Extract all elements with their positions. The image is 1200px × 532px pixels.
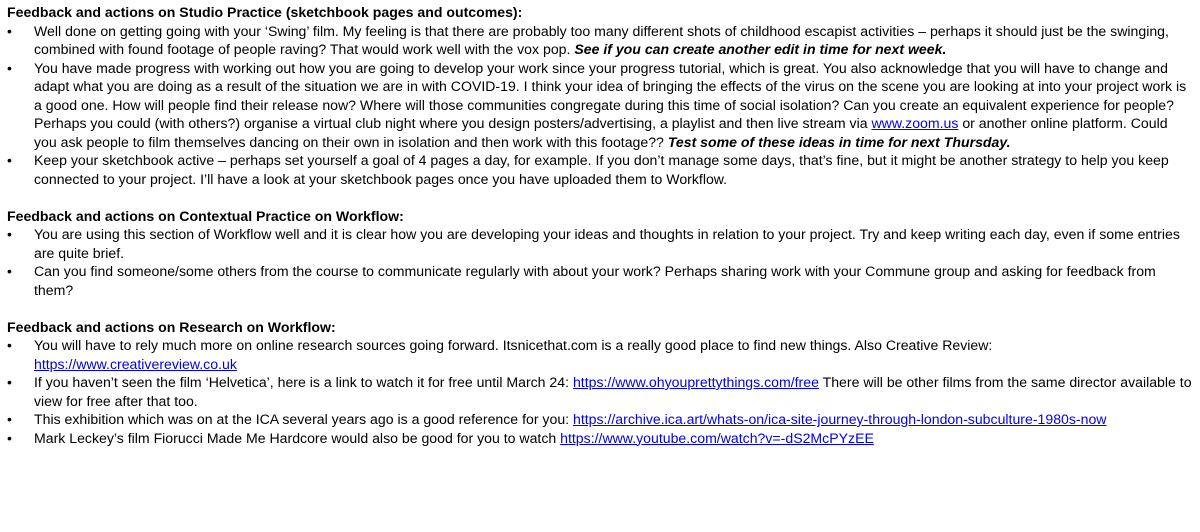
item-text: Keep your sketchbook active – perhaps set yourself a goal of 4 pages a day, for example. If you don’t manage some days, that’s fine, but it might be another strategy to help you keep connected to your project. I’ll have a look at your sketchbook pages once you have uploaded them to Workflow. (34, 152, 1169, 187)
zoom-link[interactable]: www.zoom.us (871, 115, 959, 131)
action-emphasis: Test some of these ideas in time for next Thursday. (667, 133, 1011, 150)
list-item (7, 410, 1192, 429)
item-text: or another online platform. Could you ask people to film themselves dancing on their own in isolation and then work with this footage?? (34, 115, 1168, 150)
list-item (7, 336, 1192, 373)
studio-practice-section (7, 3, 1192, 188)
list-item (7, 151, 1192, 188)
list-item (7, 225, 1192, 262)
youtube-film-link[interactable]: https://www.youtube.com/watch?v=-dS2McPYzEE (560, 429, 874, 446)
action-emphasis: See if you can create another edit in time for next week. (574, 41, 947, 57)
contextual-practice-list (7, 225, 1192, 299)
item-text: Well done on getting going with your ‘Swing’ film. My feeling is that there are probably too many different shots of childhood escapist activities – perhaps it should just be the swinging, combined with found footage of people raving? That would work well with the vox pop. (34, 22, 1169, 57)
studio-practice-list (7, 22, 1192, 189)
item-text: There will be other films from the same director available to view for free after that too. (34, 374, 1192, 409)
research-list (7, 336, 1192, 447)
item-text: If you haven’t seen the film ‘Helvetica’, here is a link to watch it for free until March 24: (34, 374, 573, 390)
item-text: You are using this section of Workflow well and it is clear how you are developing your ideas and thoughts in relation to your project. Try and keep writing each day, even if some entries are quite brief. (34, 226, 1180, 261)
creative-review-link[interactable]: https://www.creativereview.co.uk (34, 355, 237, 372)
list-item (7, 429, 1192, 448)
item-text: You have made progress with working out how you are going to develop your work since your progress tutorial, which is great. You also acknowledge that you will have to change and adapt what you are doing as a result of the situation we are in with COVID-19. I think your idea of bringing the effects of the virus on the scene you are looking at into your project work is a good one. How will people find their release now? Where will those communities congregate during this time of social isolation? Can you create an equivalent experience for people? Perhaps you could (with others?) organise a virtual club night where you design posters/advertising, a playlist and then live stream via (34, 59, 1187, 131)
item-text: This exhibition which was on at the ICA several years ago is a good reference for you: (34, 411, 573, 427)
research-section (7, 318, 1192, 448)
item-text: Can you find someone/some others from the course to communicate regularly with about your work? Perhaps sharing work with your Commune group and asking for feedback from them? (34, 263, 1156, 298)
research-heading: Feedback and actions on Research on Workflow: (7, 318, 336, 335)
helvetica-film-link[interactable]: https://www.ohyouprettythings.com/free (572, 374, 819, 390)
ica-archive-link[interactable]: https://archive.ica.art/whats-on/ica-site-journey-through-london-subculture-1980s-now (572, 411, 1107, 427)
list-item (7, 373, 1192, 410)
studio-practice-heading: Feedback and actions on Studio Practice (sketchbook pages and outcomes): (7, 4, 523, 20)
contextual-practice-section (7, 207, 1192, 300)
item-text: You will have to rely much more on online research sources going forward. Itsnicethat.com is a really good place to find new things. Also Creative Review: (34, 337, 993, 353)
item-text: Mark Leckey’s film Fiorucci Made Me Hardcore would also be good for you to watch (34, 429, 561, 446)
contextual-practice-heading: Feedback and actions on Contextual Practice on Workflow: (7, 207, 404, 224)
list-item (7, 262, 1192, 299)
list-item (7, 59, 1192, 152)
list-item (7, 22, 1192, 59)
